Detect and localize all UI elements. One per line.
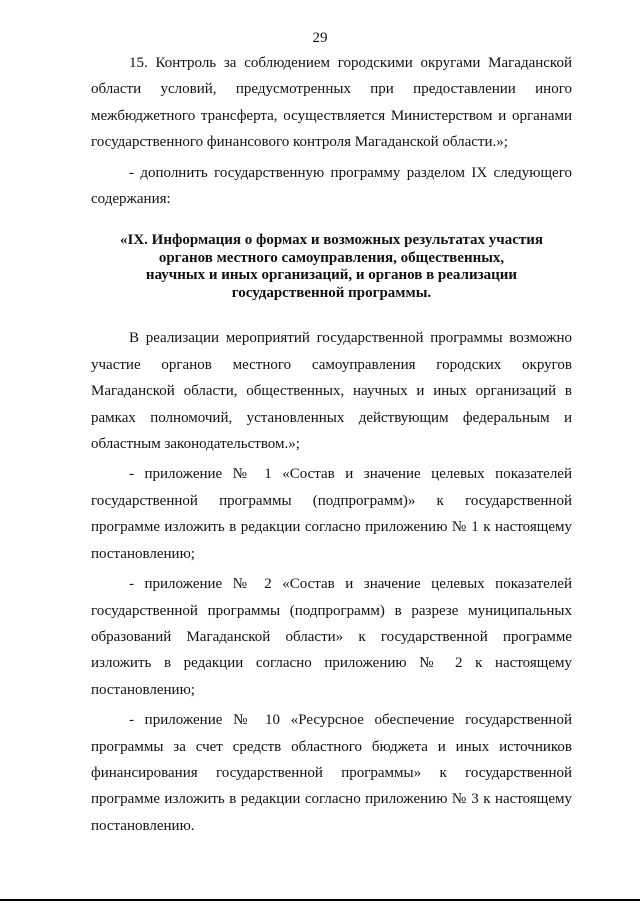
heading-line: научных и иных организаций, и органов в реализации	[145, 267, 518, 284]
heading-line: органов местного самоуправления, общественных,	[158, 249, 505, 266]
section-heading	[91, 232, 572, 302]
page-number: 29	[312, 30, 328, 46]
paragraph-participation: В реализации мероприятий государственной программы возможно участие органов местного самоуправления городских округов Магаданской области, общественных, научных и иных организаций в рамках полномочий, установленных действующим федеральным и областным законодательством.»;	[91, 330, 572, 453]
heading-line: государственной программы.	[231, 284, 432, 301]
paragraph-appendix-1: - приложение № 1 «Состав и значение целевых показателей государственной программы (подпрограмм)» к государственной программе изложить в редакции согласно приложению № 1 к настоящему постановлению;	[91, 466, 572, 562]
paragraph-appendix-2: - приложение № 2 «Состав и значение целевых показателей государственной программы (подпрограмм) в разрезе муниципальных образований Магаданской области» к государственной программе изложить в редакции согласно приложению № 2 к настоящему постановлению;	[91, 576, 572, 698]
paragraph-add-section: - дополнить государственную программу разделом IX следующего содержания:	[91, 164, 572, 208]
scan-bottom-edge	[0, 899, 640, 901]
paragraph-control: 15. Контроль за соблюдением городскими округами Магаданской области условий, предусмотренных при предоставлении иного межбюджетного трансферта, осуществляется Министерством и органами государственного финансового контроля Магаданской области.»;	[91, 55, 572, 151]
paragraph-appendix-10: - приложение № 10 «Ресурсное обеспечение государственной программы за счет средств областного бюджета и иных источников финансирования государственной программы» к государственной программе изложить в редакции согласно приложению № 3 к настоящему постановлению.	[91, 712, 572, 834]
heading-line: «IX. Информация о формах и возможных результатах участия	[119, 232, 543, 249]
document-body	[91, 50, 572, 839]
